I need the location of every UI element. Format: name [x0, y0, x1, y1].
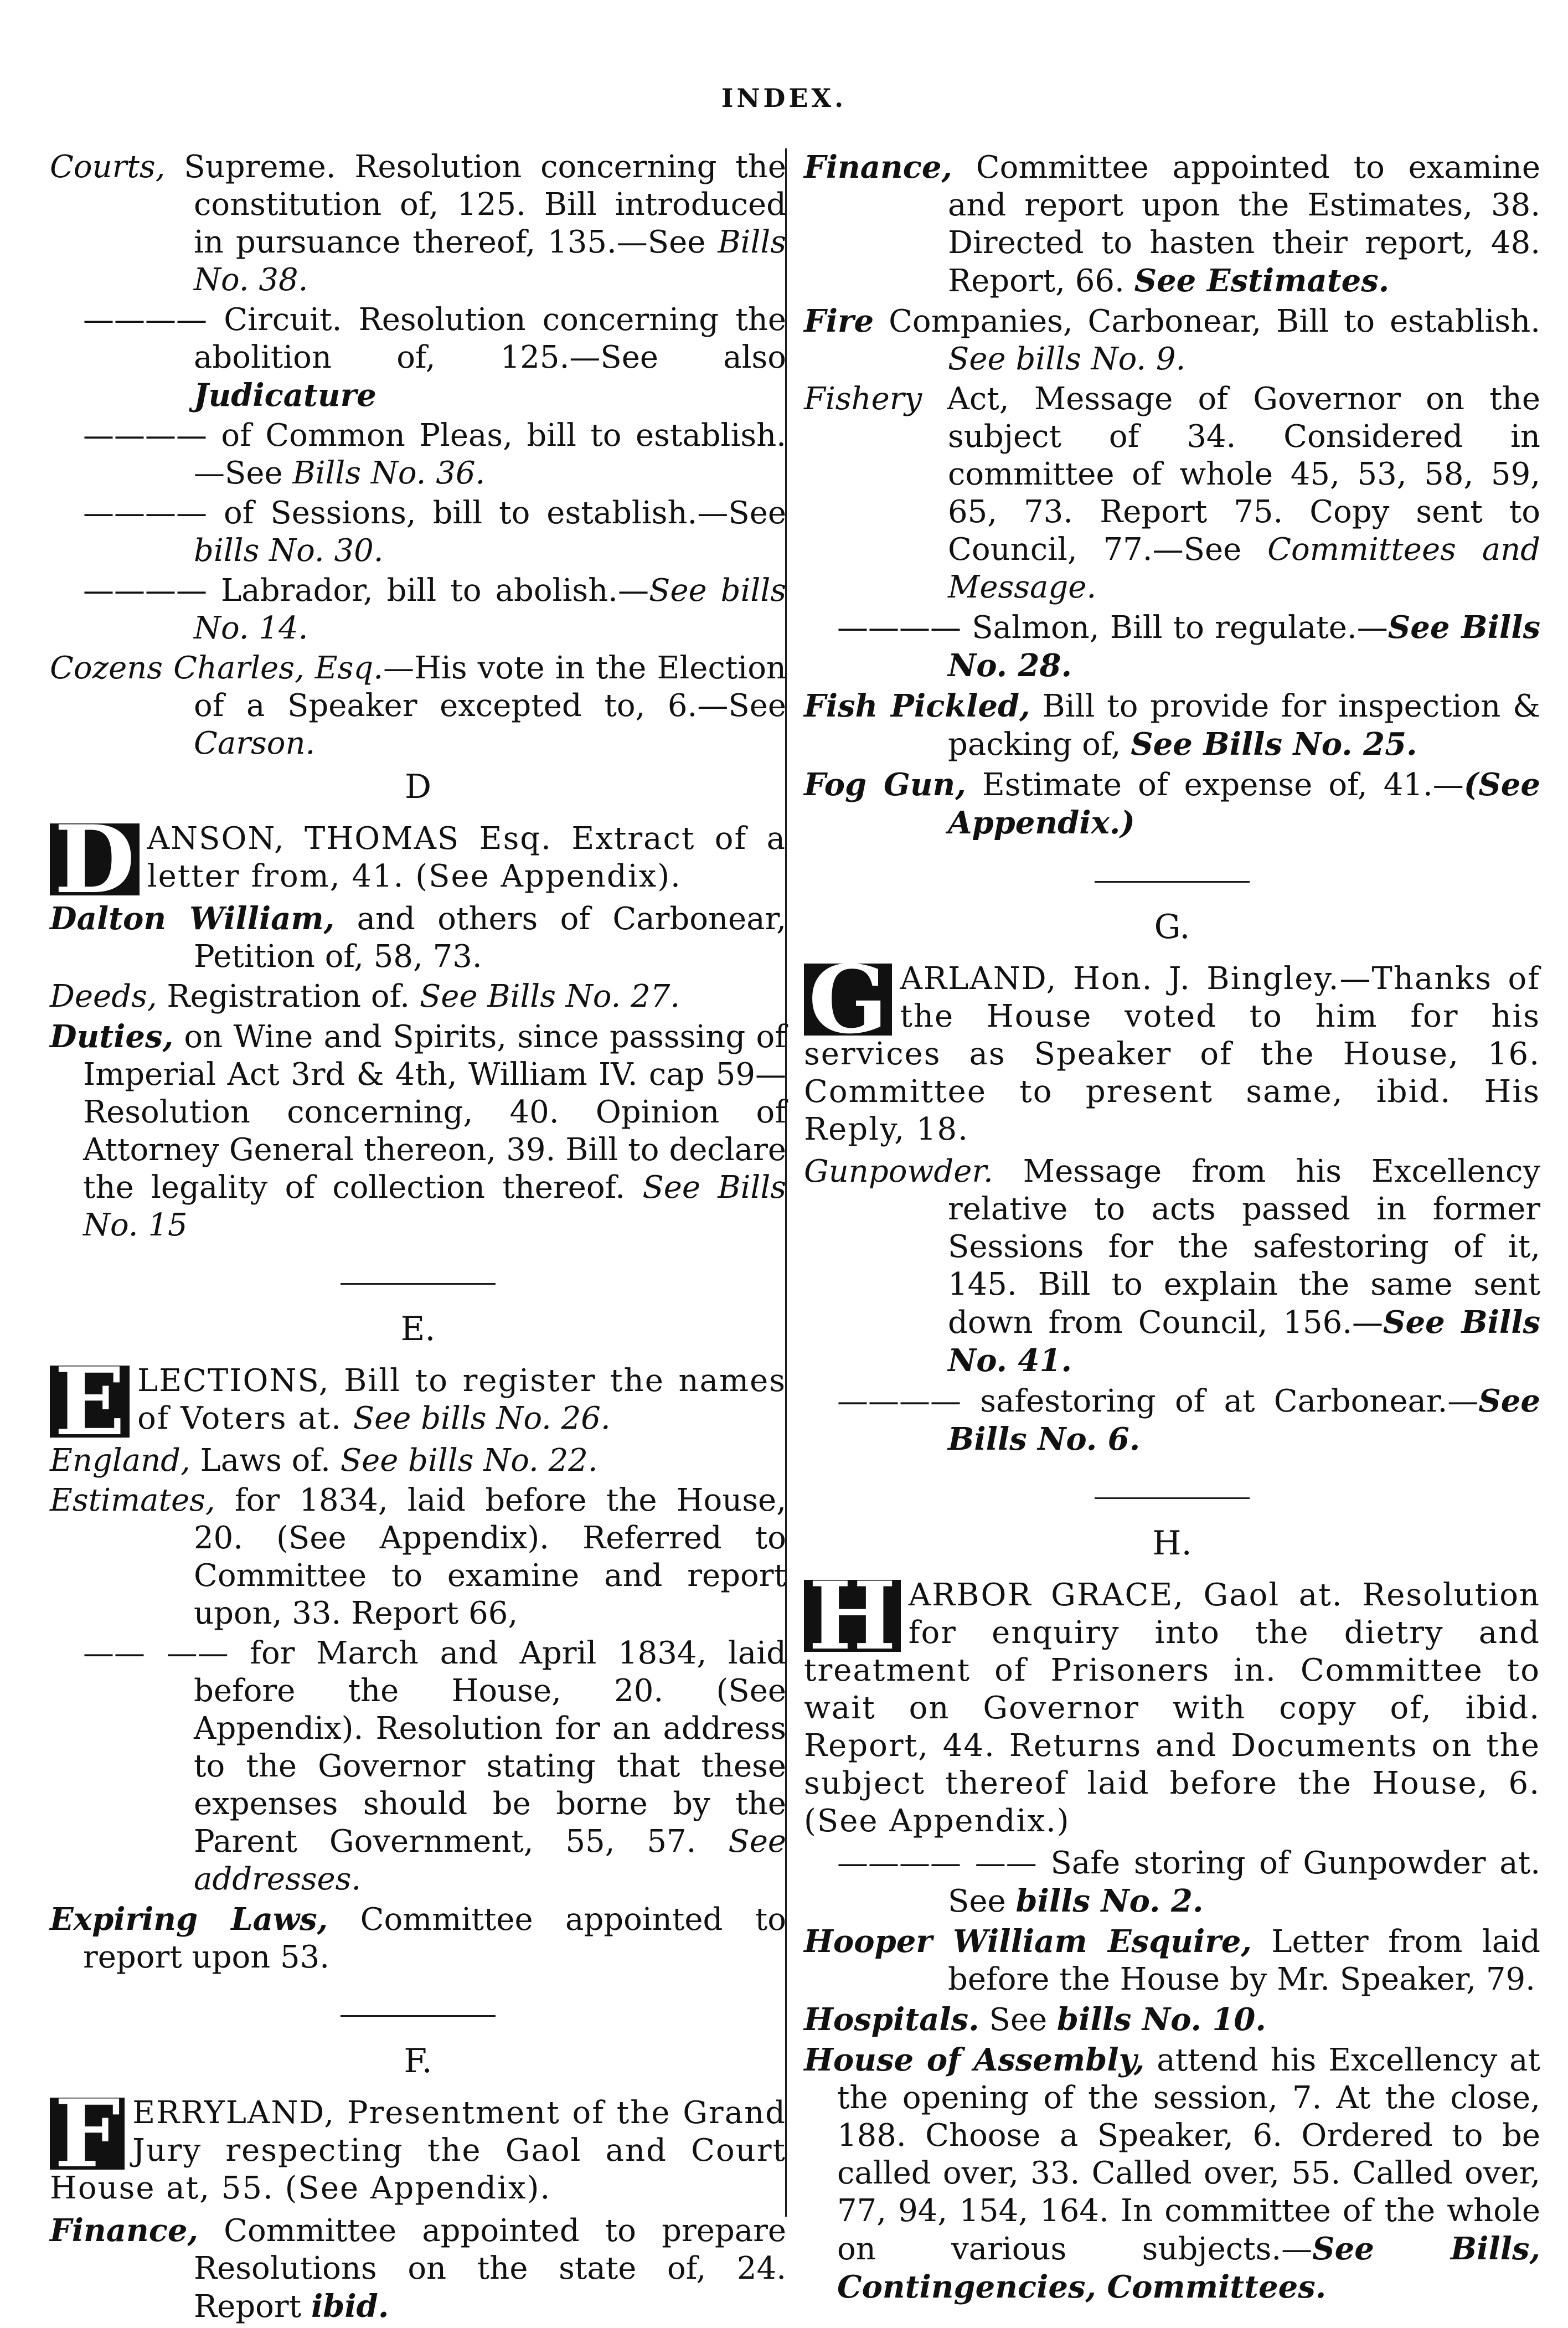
section-letter-h: H.	[1152, 1524, 1192, 1563]
drop-cap: D	[50, 823, 140, 895]
index-entry-gunpowder-carbonear: ———— safestoring of at Carbonear.—See Bills No. 6.	[837, 1383, 1540, 1457]
section-rule	[1095, 881, 1250, 883]
right-column	[804, 148, 1540, 2309]
section-letter-e: E.	[400, 1310, 436, 1348]
section-letter-f: F.	[404, 2042, 432, 2080]
index-entry-elections: E LECTIONS, Bill to register the names of Voters at. See bills No. 26.	[50, 1362, 786, 1438]
drop-cap: E	[50, 1366, 130, 1438]
index-entry-ferryland: F ERRYLAND, Presentment of the Grand Jury respecting the Gaol and Court House at, 55. (See Appendix).	[50, 2079, 786, 2206]
index-entry-courts-circuit: ———— Circuit. Resolution concerning the abolition of, 125.—See also Judicature	[83, 302, 786, 414]
section-rule	[341, 1283, 496, 1285]
index-entry-expiring-laws: Expiring Laws, Committee appointed to report upon 53.	[50, 1901, 786, 1975]
section-letter-g: G.	[1154, 908, 1190, 946]
index-entry-finance-left: Finance, Committee appointed to prepare Resolutions on the state of, 24. Report ibid.	[50, 2212, 786, 2325]
index-entry-courts: Courts, Supreme. Resolution concerning the constitution of, 125. Bill introduced in pursuance thereof, 135.—See Bills No. 38.	[50, 149, 786, 298]
index-entry-deeds: Deeds, Registration of. See Bills No. 27.	[50, 978, 680, 1014]
index-entry-estimates-march-april: —— —— for March and April 1834, laid before the House, 20. (See Appendix). Resolution for an address to the Governor stating that these expenses should be borne by the Parent Government, 55, 57. See addresses.	[83, 1635, 786, 1897]
index-entry-fog-gun: Fog Gun, Estimate of expense of, 41.—(See Appendix.)	[804, 766, 1540, 841]
index-entry-fishery-salmon: ———— Salmon, Bill to regulate.—See Bills No. 28.	[837, 609, 1541, 684]
index-entry-gunpowder: Gunpowder. Message from his Excellency relative to acts passed in former Sessions for the safestoring of it, 145. Bill to explain the same sent down from Council, 156.—See Bills No. 41.	[804, 1153, 1540, 1379]
drop-cap: G	[804, 964, 892, 1036]
section-rule	[1095, 1497, 1250, 1499]
index-entry-harbor-grace: H ARBOR GRACE, Gaol at. Resolution for enquiry into the dietry and treatment of Prisoners in. Committee to wait on Governor with copy of, ibid. Report, 44. Returns and Documents on the subject thereof laid before the House, 6. (See Appendix.)	[804, 1561, 1540, 1839]
index-entry-duties: Duties, on Wine and Spirits, since passsing of Imperial Act 3rd & 4th, William IV. cap 59—Resolution concerning, 40. Opinion of Attorney General thereon, 39. Bill to declare the legality of collection thereof. See Bills No. 15	[50, 1018, 786, 1243]
left-column	[50, 148, 786, 2328]
index-entry-harbor-gunpowder: ———— —— Safe storing of Gunpowder at. See bills No. 2.	[837, 1845, 1540, 1919]
index-entry-fish-pickled: Fish Pickled, Bill to provide for inspection & packing of, See Bills No. 25.	[804, 688, 1541, 763]
index-entry-england: England, Laws of. See bills No. 22.	[50, 1443, 598, 1479]
drop-cap: H	[804, 1580, 901, 1652]
index-entry-finance-right: Finance, Committee appointed to examine and report upon the Estimates, 38. Directed to hasten their report, 48. Report, 66. See Estimates.	[804, 149, 1540, 299]
index-entry-garland: G ARLAND, Hon. J. Bingley.—Thanks of the House voted to him for his services as Speaker of the House, 16. Committee to present same, ibid. His Reply, 18.	[804, 945, 1540, 1147]
index-entry-cozens: Cozens Charles, Esq.—His vote in the Election of a Speaker excepted to, 6.—See Carson.	[50, 650, 786, 761]
index-entry-courts-labrador: ———— Labrador, bill to abolish.—See bills No. 14.	[83, 573, 786, 646]
index-entry-house-of-assembly: House of Assembly, attend his Excellency at the opening of the session, 7. At the close, 188. Choose a Speaker, 6. Ordered to be called over, 33. Called over, 55. Called over, 77, 94, 154, 164. In committee of the whole on various subjects.—See Bills, Contingencies, Committees.	[804, 2042, 1541, 2305]
index-entry-dalton: Dalton William, and others of Carbonear, Petition of, 58, 73.	[50, 900, 786, 975]
index-entry-courts-common-pleas: ———— of Common Pleas, bill to establish.—See Bills No. 36.	[83, 418, 786, 491]
index-entry-courts-sessions: ———— of Sessions, bill to establish.—See bills No. 30.	[83, 495, 786, 569]
drop-cap: F	[50, 2098, 125, 2170]
section-rule	[341, 2015, 496, 2017]
index-entry-danson: D ANSON, THOMAS Esq. Extract of a letter from, 41. (See Appendix).	[50, 820, 786, 895]
page-header: INDEX.	[721, 83, 847, 113]
index-entry-hospitals: Hospitals. See bills No. 10.	[804, 2001, 1266, 2038]
section-letter-d: D	[404, 768, 432, 806]
index-entry-fishery-act: Fishery Act, Message of Governor on the subject of 34. Considered in committee of whole 45, 53, 58, 59, 65, 73. Report 75. Copy sent to Council, 77.—See Committees and Message.	[804, 381, 1540, 605]
index-entry-fire-companies: Fire Companies, Carbonear, Bill to establish. See bills No. 9.	[804, 303, 1540, 377]
index-entry-hooper: Hooper William Esquire, Letter from laid before the House by Mr. Speaker, 79.	[804, 1923, 1540, 1997]
index-entry-estimates: Estimates, for 1834, laid before the House, 20. (See Appendix). Referred to Committee to examine and report upon, 33. Report 66,	[50, 1482, 786, 1631]
